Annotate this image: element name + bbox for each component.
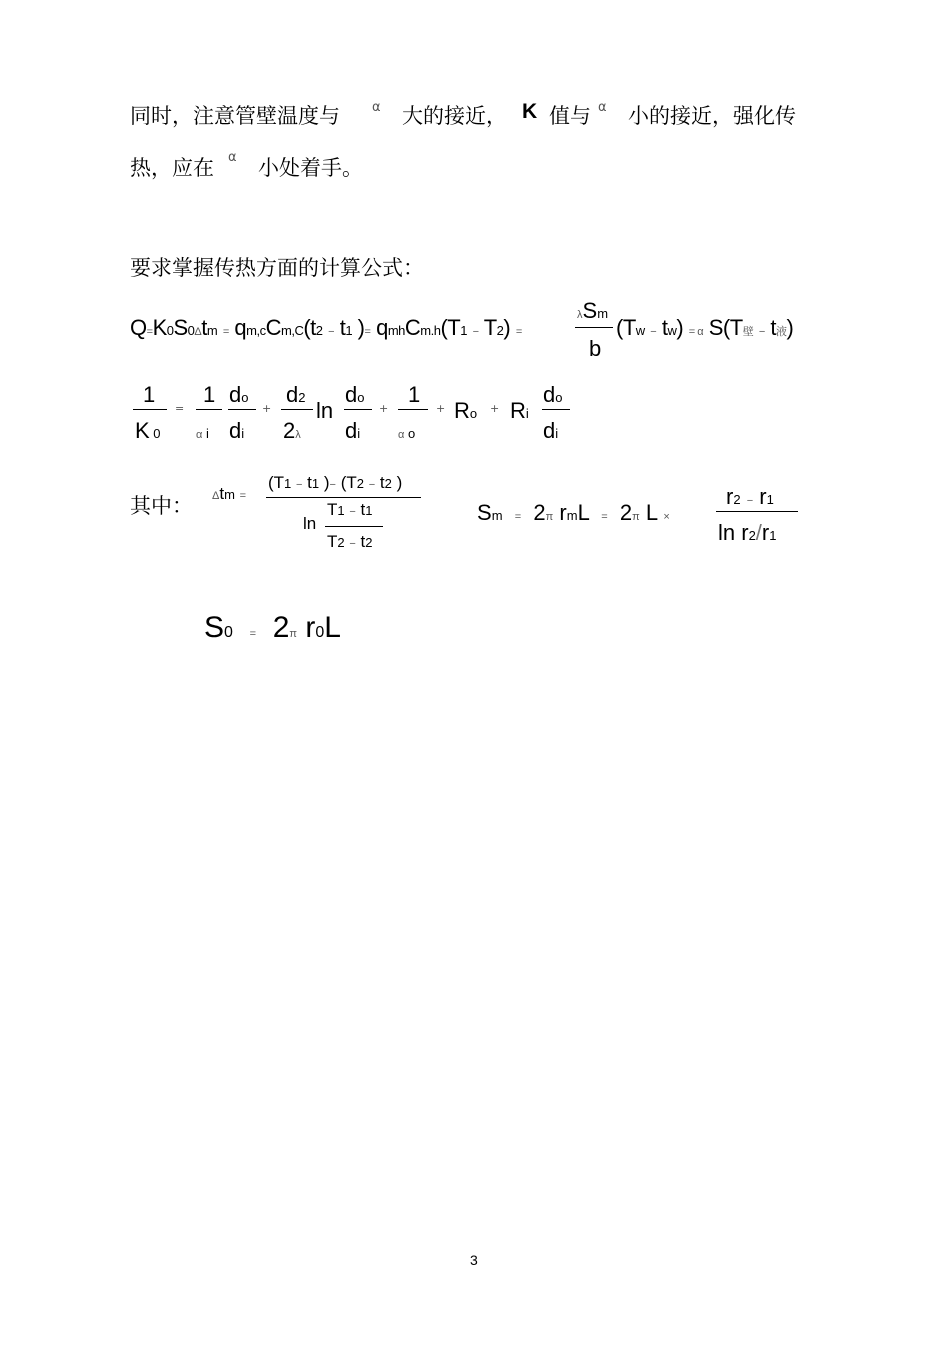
k0-denominator: K 0 — [135, 418, 161, 443]
page-number: 3 — [470, 1252, 478, 1268]
ln-r2-r1: ln r2/r1 — [718, 520, 777, 545]
fraction-line — [228, 409, 256, 410]
plus-sign: + — [379, 402, 389, 415]
one-numerator: 1 — [143, 382, 156, 407]
heat-transfer-equation-tail: (Tw − tw) = α S(T壁 − t液) — [616, 315, 794, 340]
ro-term: Ro — [454, 398, 478, 423]
where-label: 其中： — [130, 494, 193, 518]
fraction-line — [196, 409, 222, 410]
do-numerator: do — [345, 382, 365, 407]
formula-intro: 要求掌握传热方面的计算公式： — [130, 256, 424, 280]
di-denominator: di — [543, 418, 559, 443]
one-numerator: 1 — [408, 382, 421, 407]
fraction-line — [542, 409, 570, 410]
fraction-line — [266, 497, 421, 498]
alpha-i-denominator: α i — [196, 426, 209, 441]
fraction-line — [575, 327, 613, 328]
fraction-line — [398, 409, 428, 410]
fraction-line — [133, 409, 167, 410]
t1-minus-t1: T1 − t1 — [327, 500, 373, 519]
alpha-o-denominator: α o — [398, 426, 416, 441]
ri-term: Ri — [510, 398, 529, 423]
alpha-symbol: α — [228, 150, 237, 165]
ln-symbol: ln — [316, 398, 334, 423]
r2-minus-r1: r2 − r1 — [726, 484, 774, 509]
heat-transfer-equation: Q=K0S0Δtm = qm,cCm,C(t2 − t1 )= qmhCm.h(T1 − T2) = — [130, 315, 522, 340]
equals-sign: = — [175, 402, 185, 415]
b-denominator: b — [589, 336, 602, 361]
fraction-line — [281, 409, 313, 410]
do-numerator: do — [543, 382, 563, 407]
paragraph-text-1a: 同时，注意管壁温度与 — [130, 104, 340, 128]
two-lambda-denominator: 2λ — [283, 418, 301, 443]
plus-sign: + — [262, 402, 272, 415]
s0-equation: S0 = 2π r0L — [204, 611, 341, 644]
lmtd-numerator: (T1 − t1 )− (T2 − t2 ) — [268, 473, 403, 492]
plus-sign: + — [490, 402, 500, 415]
alpha-symbol: α — [598, 100, 607, 115]
paragraph-text-1c: 值与 — [549, 104, 591, 128]
delta-tm: Δtm = — [212, 484, 247, 503]
paragraph-text-1b: 大的接近， — [402, 104, 507, 128]
one-numerator: 1 — [203, 382, 216, 407]
fraction-line — [716, 511, 798, 512]
plus-sign: + — [436, 402, 446, 415]
sm-equation: Sm = 2π rmL = 2π L × — [477, 500, 670, 525]
do-numerator: do — [229, 382, 249, 407]
d2-numerator: d2 — [286, 382, 306, 407]
t2-minus-t2: T2 − t2 — [327, 532, 373, 551]
lambda-sm-numerator: λSm — [577, 298, 609, 323]
alpha-symbol: α — [372, 100, 381, 115]
paragraph-text-2b: 小处着手。 — [258, 156, 363, 180]
paragraph-text-2a: 热，应在 — [130, 156, 214, 180]
di-denominator: di — [229, 418, 245, 443]
fraction-line — [325, 526, 383, 527]
di-denominator: di — [345, 418, 361, 443]
k-symbol: K — [522, 100, 538, 123]
ln-symbol: ln — [303, 514, 317, 533]
fraction-line — [344, 409, 372, 410]
paragraph-text-1d: 小的接近，强化传 — [628, 104, 796, 128]
